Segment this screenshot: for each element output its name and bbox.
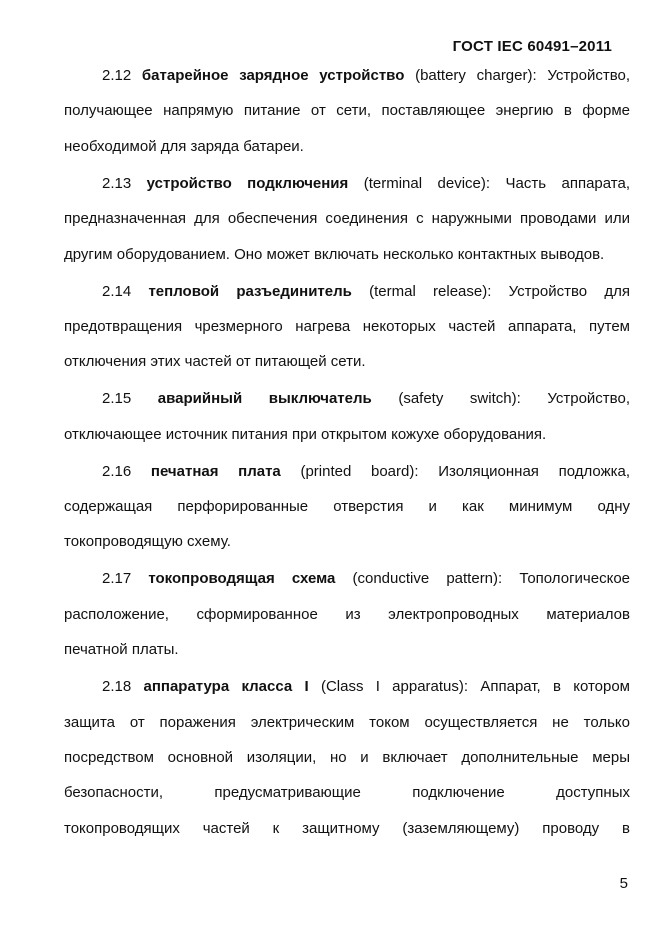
definition-line: посредством основной изоляции, но и включает дополнительные меры [64, 748, 630, 766]
definition-last-line: необходимой для заряда батареи. [64, 137, 304, 155]
definition-last-line: токопроводящую схему. [64, 533, 231, 551]
definition-line: защита от поражения электрическим током осуществляется не только [64, 713, 630, 731]
definition-number: 2.16 [102, 462, 132, 480]
definition-last-line: печатной платы. [64, 641, 179, 659]
definition-english-term: (printed board): [300, 462, 419, 480]
definition-line: токопроводящих частей к защитному (заземляющему) проводу в [64, 819, 630, 837]
definition-first-line [64, 166, 630, 201]
definition-text: Топологическое [519, 570, 630, 588]
definition-2-16 [64, 454, 630, 560]
definition-term: печатная плата [150, 462, 281, 480]
definition-text: Аппарат, в котором [480, 678, 630, 696]
page-number: 5 [619, 875, 628, 892]
definition-2-18 [64, 669, 630, 846]
definition-text: Устройство, [547, 390, 630, 408]
definition-2-15 [64, 381, 630, 452]
definition-first-line [64, 669, 630, 704]
definition-term: тепловой разъединитель [148, 282, 352, 300]
definition-text: Устройство для [508, 282, 630, 300]
definition-number: 2.15 [102, 390, 132, 408]
definition-text: Часть аппарата, [505, 174, 630, 192]
definition-first-line [64, 561, 630, 596]
definitions-section [64, 58, 630, 848]
definition-term: аппаратура класса I [143, 678, 309, 696]
definition-term: аварийный выключатель [157, 390, 372, 408]
definition-number: 2.13 [102, 174, 132, 192]
definition-text: Устройство, [547, 67, 630, 84]
definition-line: расположение, сформированное из электропроводных материалов [64, 605, 630, 623]
definition-term: устройство подключения [146, 174, 349, 192]
definition-line: предназначенная для обеспечения соединения с наружными проводами или [64, 210, 630, 228]
definition-text: Изоляционная подложка, [438, 462, 631, 480]
definition-english-term: (conductive pattern): [352, 570, 503, 588]
definition-term: батарейное зарядное устройство [141, 67, 405, 84]
definition-line: предотвращения чрезмерного нагрева некоторых частей аппарата, путем [64, 317, 630, 335]
document-header-code: ГОСТ IEC 60491–2011 [452, 38, 612, 55]
definition-line: содержащая перфорированные отверстия и как минимум одну [64, 498, 630, 516]
definition-number: 2.12 [102, 67, 132, 84]
definition-number: 2.14 [102, 282, 132, 300]
definition-last-line: отключения этих частей от питающей сети. [64, 353, 366, 371]
definition-english-term: (Class I apparatus): [320, 678, 469, 696]
definition-last-line: отключающее источник питания при открытом кожухе оборудования. [64, 425, 547, 443]
definition-first-line [64, 454, 630, 489]
definition-first-line [64, 58, 630, 93]
definition-term: токопроводящая схема [148, 570, 336, 588]
definition-line: получающее напрямую питание от сети, поставляющее энергию в форме [64, 102, 630, 120]
definition-first-line [64, 381, 630, 416]
definition-2-13 [64, 166, 630, 272]
definition-2-14 [64, 274, 630, 380]
definition-english-term: (safety switch): [398, 390, 521, 408]
definition-last-line: другим оборудованием. Оно может включать несколько контактных выводов. [64, 245, 605, 263]
definition-english-term: (battery charger): [415, 67, 537, 84]
definition-english-term: (termal release): [369, 282, 492, 300]
definition-number: 2.17 [102, 570, 132, 588]
definition-2-17 [64, 561, 630, 667]
definition-line: безопасности, предусматривающие подключение доступных [64, 784, 630, 802]
definition-english-term: (terminal device): [363, 174, 491, 192]
definition-number: 2.18 [102, 678, 132, 696]
definition-first-line [64, 274, 630, 309]
definition-2-12 [64, 58, 630, 164]
